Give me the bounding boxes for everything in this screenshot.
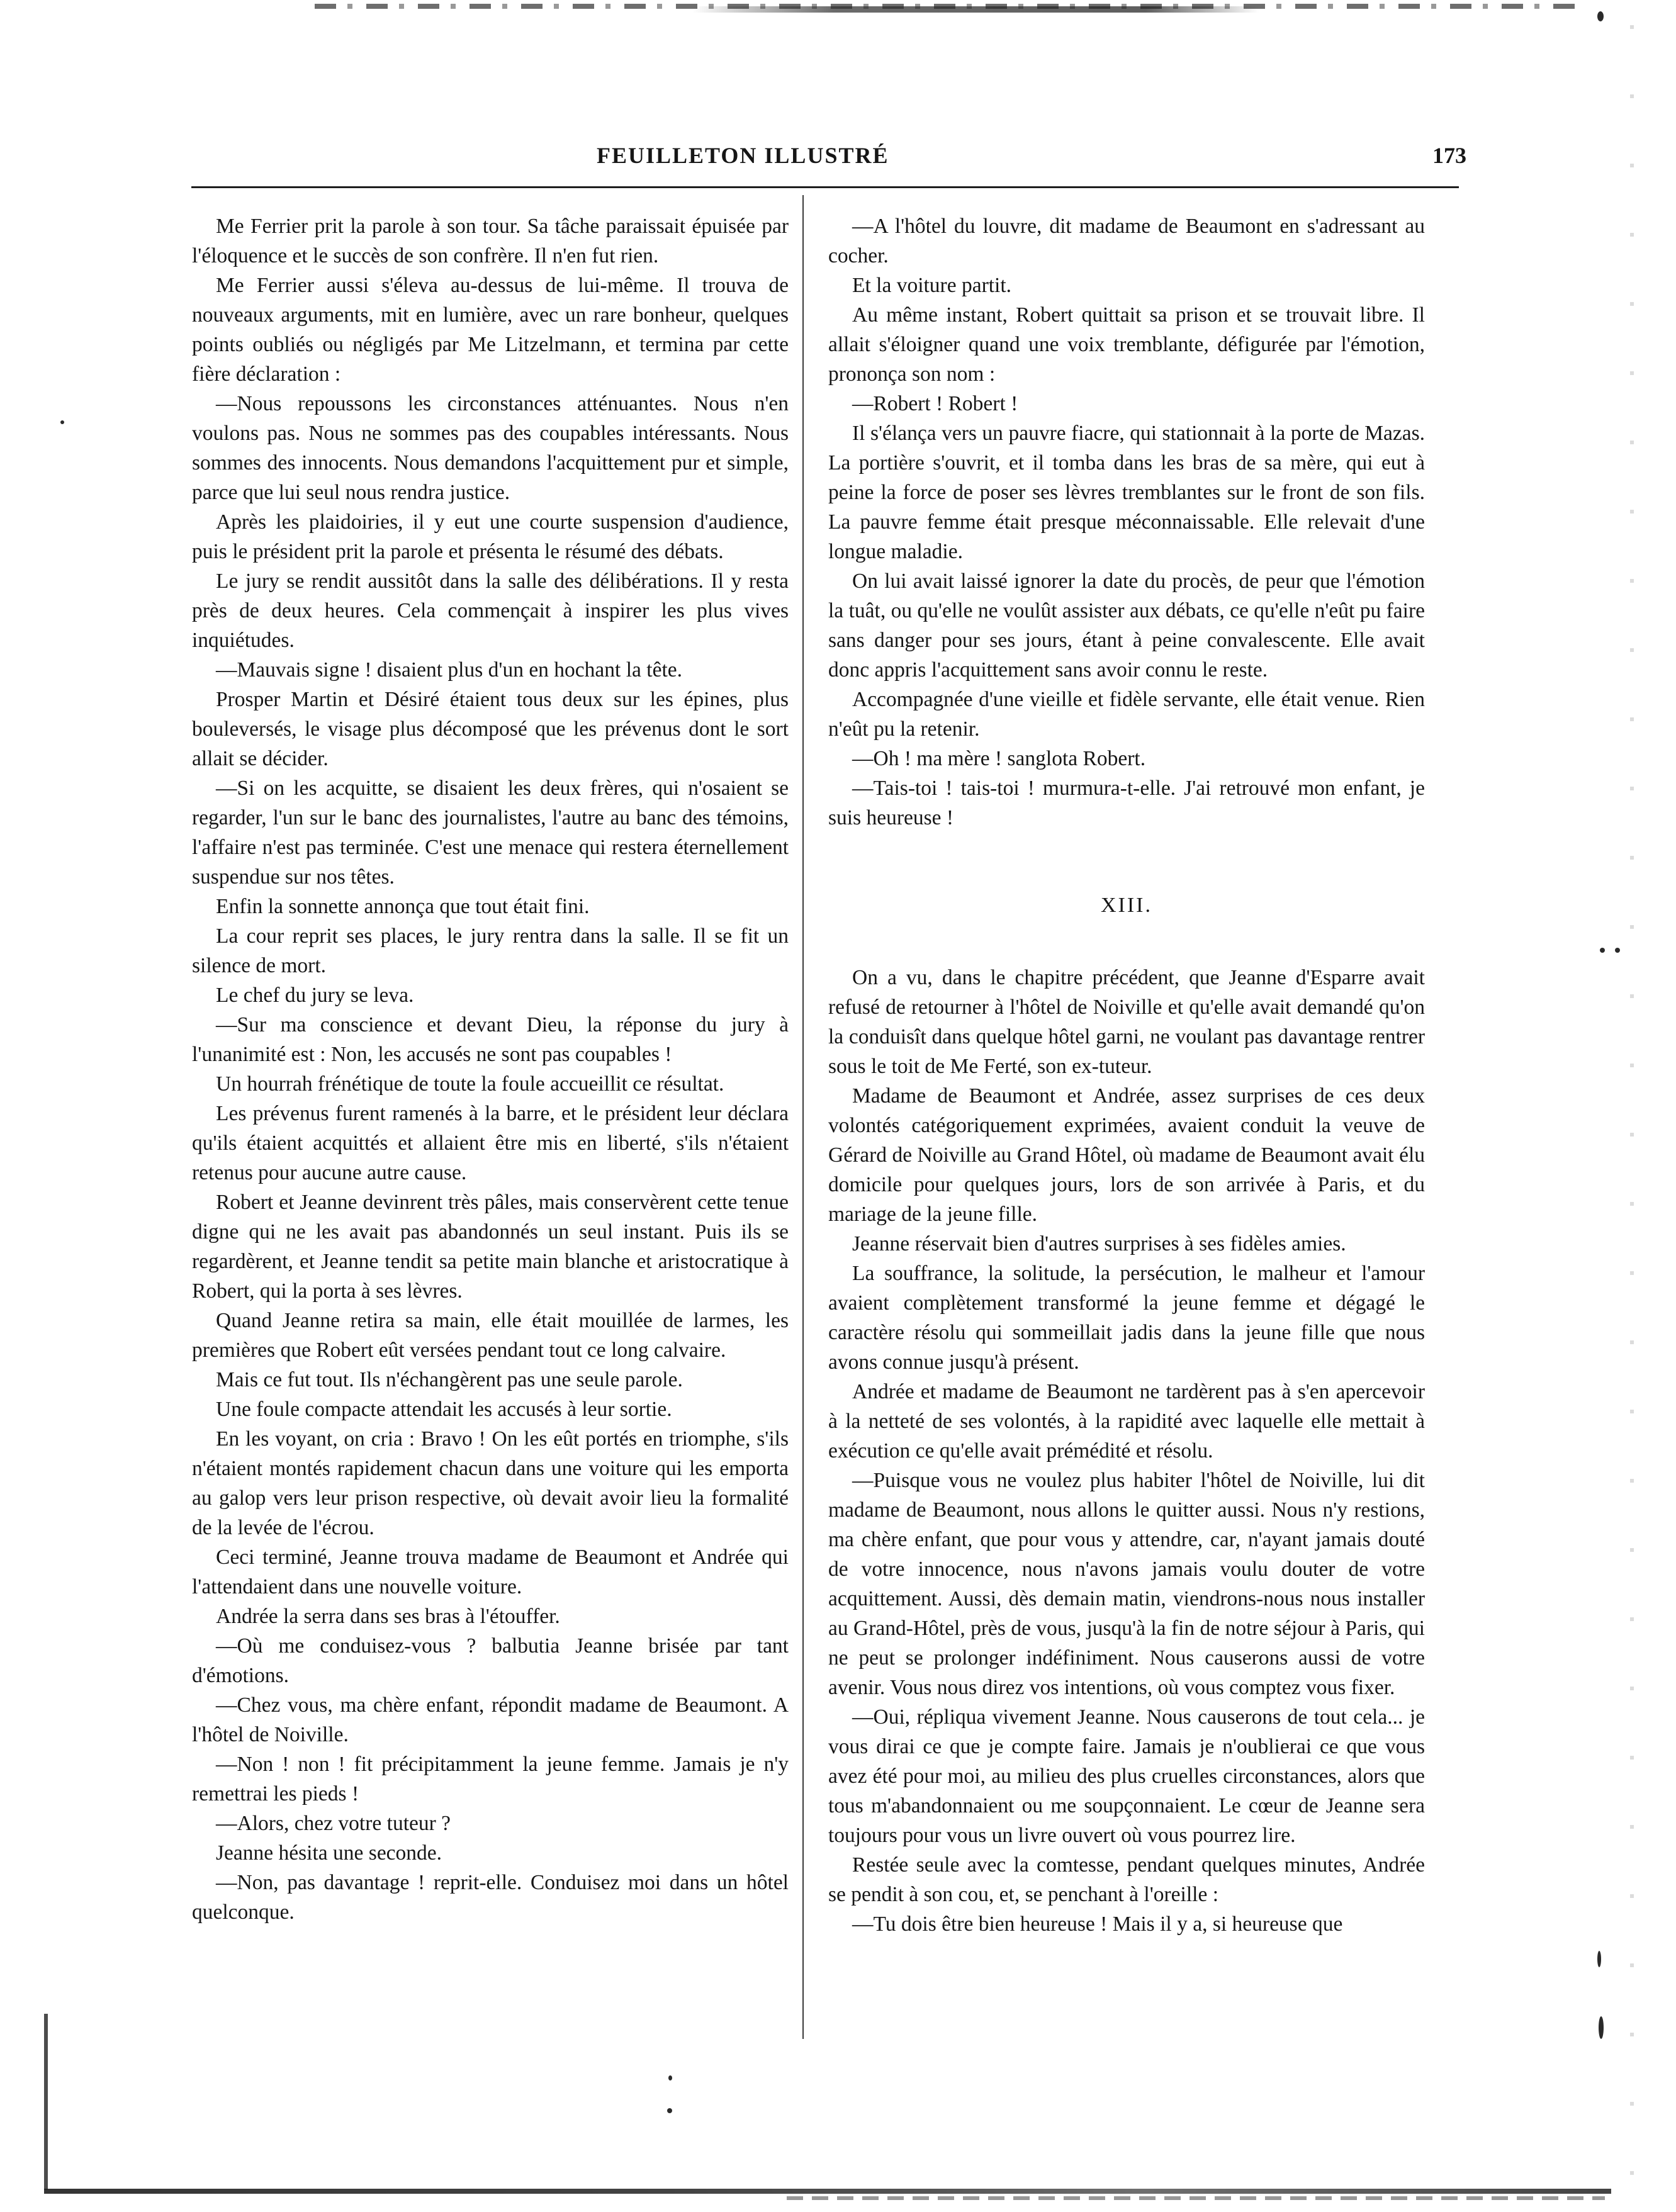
left-column: [192, 211, 789, 1927]
scan-speck: [1615, 948, 1620, 953]
paragraph: —Si on les acquitte, se disaient les deux frères, qui n'osaient se regarder, l'un sur le banc des journalistes, l'autre au banc des témoins, l'affaire n'est pas terminée. C'est une menace qui restera éternellement suspendue sur nos têtes.: [192, 777, 789, 889]
scan-edge-top-dark: [692, 6, 1259, 13]
paragraph: —Nous repoussons les circonstances atténuantes. Nous n'en voulons pas. Nous ne sommes pas des coupables intéressants. Nous sommes des innocents. Nous demandons l'acquittement pur et simple, parce que lui seul nous rendra justice.: [192, 392, 789, 504]
chapter-heading: XIII.: [1100, 894, 1153, 917]
column-divider: [802, 195, 804, 2039]
paragraph: On a vu, dans le chapitre précédent, que Jeanne d'Esparre avait refusé de retourner à l'hôtel de Noiville et qu'elle avait demandé qu'on la conduisît dans quelque hôtel garni, ne voulant pas davantage rentrer sous le toit de Me Ferté, son ex-tuteur.: [828, 966, 1425, 1078]
paragraph: Andrée et madame de Beaumont ne tardèrent pas à s'en apercevoir à la netteté de ses volontés, à la rapidité avec laquelle elle mettait à exécution ce qu'elle avait prémédité et résolu.: [828, 1380, 1425, 1463]
scan-speck: [1600, 948, 1605, 953]
paragraph: —Tais-toi ! tais-toi ! murmura-t-elle. J'ai retrouvé mon enfant, je suis heureuse !: [828, 777, 1425, 829]
paragraph: En les voyant, on cria : Bravo ! On les eût portés en triomphe, s'ils n'étaient montés rapidement chacun dans une voiture qui les emporta au galop vers leur prison respective, où devait avoir lieu la formalité de la levée de l'écrou.: [192, 1427, 789, 1539]
paragraph: Me Ferrier prit la parole à son tour. Sa tâche paraissait épuisée par l'éloquence et le succès de son confrère. Il n'en fut rien.: [192, 215, 789, 267]
scan-speck: [667, 2108, 672, 2113]
paragraph: Jeanne réservait bien d'autres surprises à ses fidèles amies.: [852, 1232, 1346, 1255]
paragraph: —Mauvais signe ! disaient plus d'un en hochant la tête.: [216, 658, 683, 682]
paragraph: —Oui, répliqua vivement Jeanne. Nous causerons de tout cela... je vous dirai ce que je compte faire. Jamais je n'oublierai ce que vous avez été pour moi, au milieu des plus cruelles circonstances, alors que tous m'abandonnaient ou me soupçonnaient. Le cœur de Jeanne sera toujours pour vous un livre ouvert où vous pourrez lire.: [828, 1705, 1425, 1847]
paragraph: —Non ! non ! fit précipitamment la jeune femme. Jamais je n'y remettrai les pieds !: [192, 1753, 789, 1805]
paragraph: Andrée la serra dans ses bras à l'étouffer.: [216, 1605, 560, 1628]
paragraph: La souffrance, la solitude, la persécution, le malheur et l'amour avaient complètement transformé la jeune femme et dégagé le caractère résolu qui sommeillait jadis dans la jeune fille que nous avons connue jusqu'à présent.: [828, 1262, 1425, 1374]
paragraph: Après les plaidoiries, il y eut une courte suspension d'audience, puis le président prit la parole et présenta le résumé des débats.: [192, 510, 789, 563]
paragraph: Il s'élança vers un pauvre fiacre, qui stationnait à la porte de Mazas. La portière s'ouvrit, et il tomba dans les bras de sa mère, qui eut à peine la force de poser ses lèvres tremblantes sur le front de son fils. La pauvre femme était presque méconnaissable. Elle relevait d'une longue maladie.: [828, 422, 1425, 563]
page-header: [191, 140, 1658, 177]
paragraph: —A l'hôtel du louvre, dit madame de Beaumont en s'adressant au cocher.: [828, 215, 1425, 267]
paragraph: La cour reprit ses places, le jury rentra dans la salle. Il se fit un silence de mort.: [192, 924, 789, 977]
paragraph: Un hourrah frénétique de toute la foule accueillit ce résultat.: [216, 1072, 724, 1096]
scan-edge-left: [44, 2014, 48, 2190]
running-title: FEUILLETON ILLUSTRÉ: [597, 143, 889, 168]
scan-speck: [1599, 2016, 1604, 2039]
page-number: 173: [1432, 143, 1466, 168]
paragraph: —Sur ma conscience et devant Dieu, la réponse du jury à l'unanimité est : Non, les accusés ne sont pas coupables !: [192, 1013, 789, 1066]
paragraph: —Où me conduisez-vous ? balbutia Jeanne brisée par tant d'émotions.: [192, 1634, 789, 1687]
scan-speck: [668, 2075, 672, 2080]
paragraph: Madame de Beaumont et Andrée, assez surprises de ces deux volontés catégoriquement exprimées, avaient conduit la veuve de Gérard de Noiville au Grand Hôtel, où madame de Beaumont avait élu domicile pour quelques jours, lors de son arrivée à Paris, et du mariage de la jeune fille.: [828, 1084, 1425, 1226]
paragraph: Restée seule avec la comtesse, pendant quelques minutes, Andrée se pendit à son cou, et, se penchant à l'oreille :: [828, 1853, 1425, 1906]
scan-edge-right: [1630, 0, 1634, 2212]
paragraph: —Alors, chez votre tuteur ?: [216, 1812, 451, 1835]
paragraph: Le chef du jury se leva.: [216, 984, 414, 1007]
paragraph: Mais ce fut tout. Ils n'échangèrent pas une seule parole.: [216, 1368, 683, 1391]
paragraph: Me Ferrier aussi s'éleva au-dessus de lui-même. Il trouva de nouveaux arguments, mit en lumière, avec un rare bonheur, quelques points oubliés ou négligés par Me Litzelmann, et termina par cette fière déclaration :: [192, 274, 789, 386]
paragraph: Au même instant, Robert quittait sa prison et se trouvait libre. Il allait s'éloigner quand une voix tremblante, défigurée par l'émotion, prononça son nom :: [828, 303, 1425, 386]
right-column: [828, 211, 1425, 1939]
paragraph: Prosper Martin et Désiré étaient tous deux sur les épines, plus bouleversés, le visage plus décomposé que les prévenus dont le sort allait se décider.: [192, 688, 789, 770]
paragraph: —Puisque vous ne voulez plus habiter l'hôtel de Noiville, lui dit madame de Beaumont, nous allons le quitter aussi. Nous n'y restions, ma chère enfant, que pour vous y attendre, car, n'ayant jamais douté de votre innocence, nous n'avons jamais voulu douter de votre acquittement. Aussi, dès demain matin, viendrons-nous nous installer au Grand-Hôtel, près de vous, jusqu'à la fin de notre séjour à Paris, qui ne peut se prolonger indéfiniment. Nous causerons aussi de votre avenir. Vous nous direz vos intentions, où vous comptez vous fixer.: [828, 1469, 1425, 1699]
scan-edge-bottom-light: [787, 2196, 1605, 2200]
paragraph: On lui avait laissé ignorer la date du procès, de peur que l'émotion la tuât, ou qu'elle ne voulût assister aux débats, ce qu'elle n'eût pu faire sans danger pour ses jours, étant à peine convalescente. Elle avait donc appris l'acquittement sans avoir connu le reste.: [828, 570, 1425, 682]
paragraph: Accompagnée d'une vieille et fidèle servante, elle était venue. Rien n'eût pu la retenir.: [828, 688, 1425, 741]
paragraph: Enfin la sonnette annonça que tout était fini.: [216, 895, 590, 918]
paragraph: —Robert ! Robert !: [852, 392, 1018, 415]
paragraph: Une foule compacte attendait les accusés à leur sortie.: [216, 1398, 672, 1421]
paragraph: Robert et Jeanne devinrent très pâles, mais conservèrent cette tenue digne qui ne les avait pas abandonnés un seul instant. Puis ils se regardèrent, et Jeanne tendit sa petite main blanche et aristocratique à Robert, qui la porta à ses lèvres.: [192, 1191, 789, 1303]
paragraph: Ceci terminé, Jeanne trouva madame de Beaumont et Andrée qui l'attendaient dans une nouvelle voiture.: [192, 1546, 789, 1598]
paragraph: —Non, pas davantage ! reprit-elle. Conduisez moi dans un hôtel quelconque.: [192, 1871, 789, 1924]
paragraph: Les prévenus furent ramenés à la barre, et le président leur déclara qu'ils étaient acquittés et allaient être mis en liberté, s'ils n'étaient retenus pour aucune autre cause.: [192, 1102, 789, 1184]
paragraph: Le jury se rendit aussitôt dans la salle des délibérations. Il y resta près de deux heures. Cela commençait à inspirer les plus vives inquiétudes.: [192, 570, 789, 652]
paragraph: Et la voiture partit.: [852, 274, 1012, 297]
paragraph: —Oh ! ma mère ! sanglota Robert.: [852, 747, 1146, 770]
scan-edge-bottom: [44, 2189, 1611, 2194]
paragraph: Quand Jeanne retira sa main, elle était mouillée de larmes, les premières que Robert eût versées pendant tout ce long calvaire.: [192, 1309, 789, 1362]
paragraph: —Tu dois être bien heureuse ! Mais il y a, si heureuse que: [852, 1912, 1343, 1936]
paragraph: Jeanne hésita une seconde.: [216, 1841, 442, 1865]
scan-speck: [60, 420, 64, 424]
scan-speck: [1597, 1951, 1601, 1967]
header-rule: [191, 186, 1459, 188]
paragraph: —Chez vous, ma chère enfant, répondit madame de Beaumont. A l'hôtel de Noiville.: [192, 1693, 789, 1746]
scan-speck: [1597, 11, 1604, 21]
